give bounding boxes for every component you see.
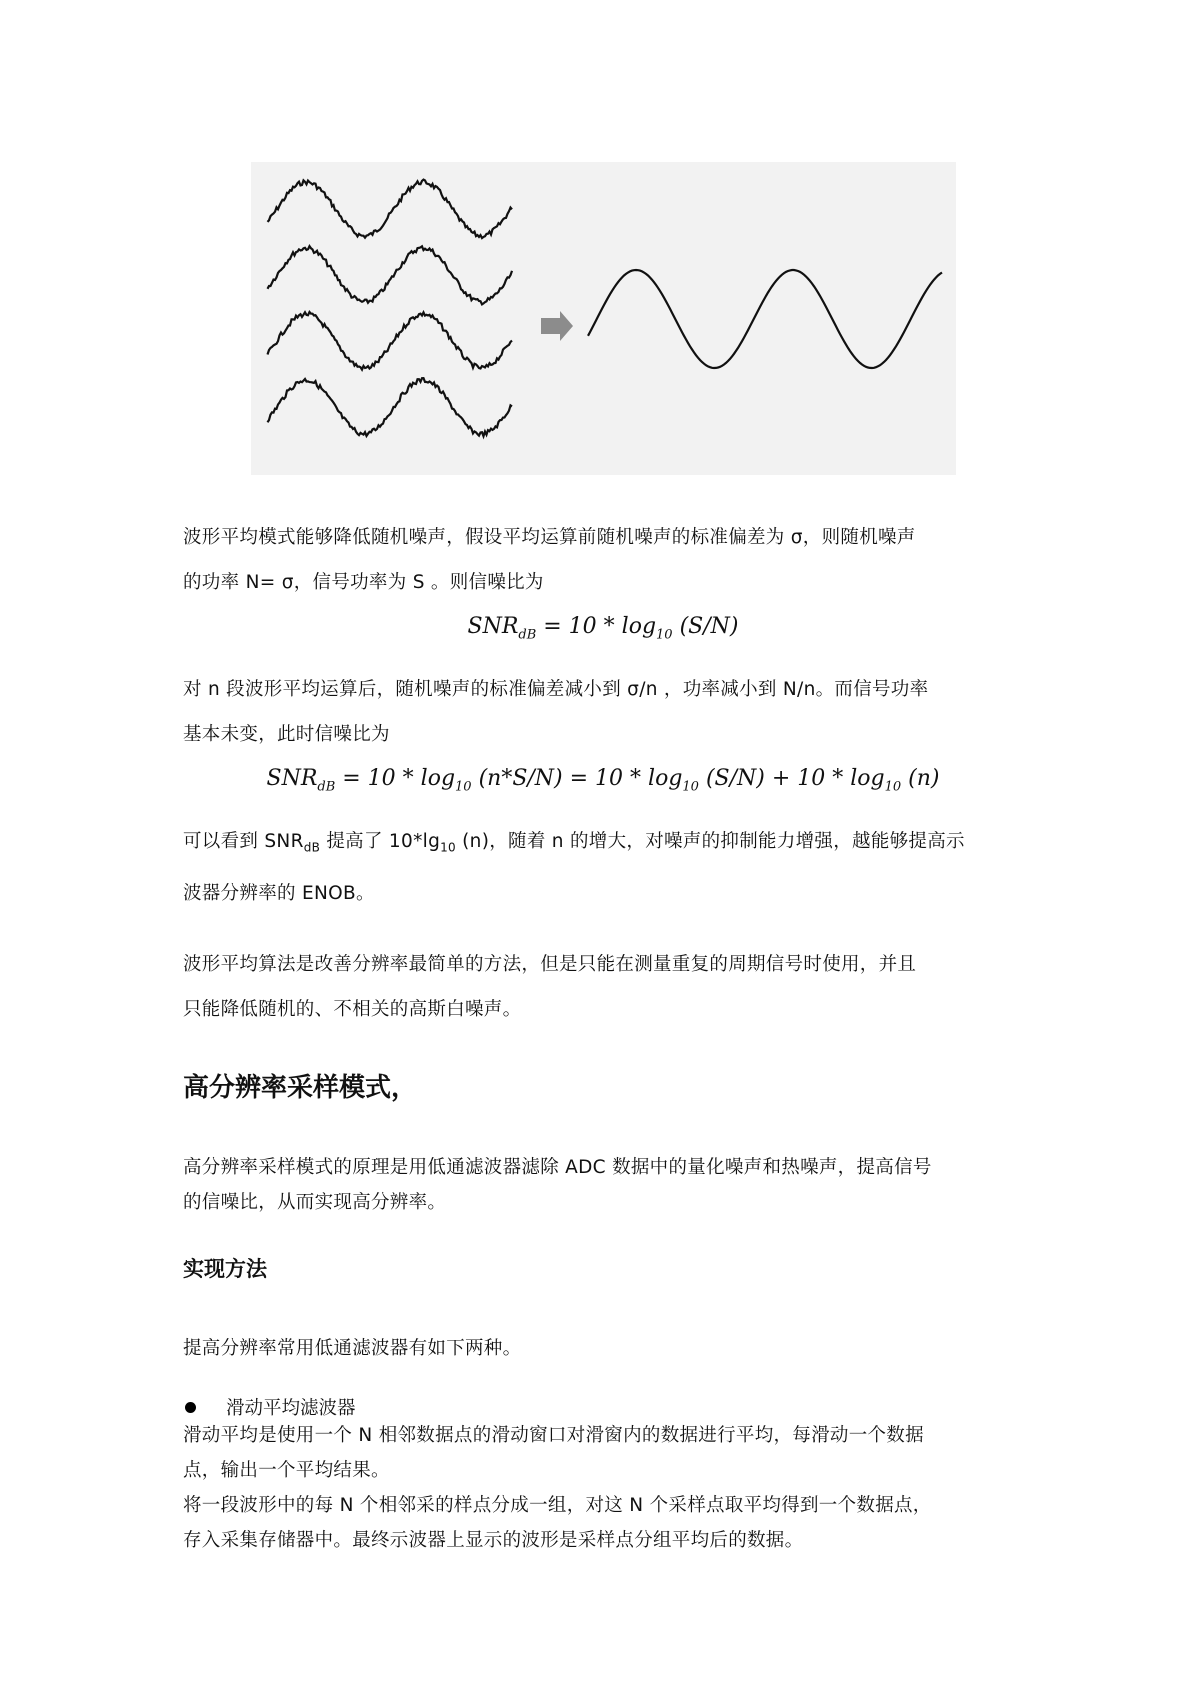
paragraph-line: 波器分辨率的 ENOB。 <box>183 882 375 904</box>
paragraph-line: 点，输出一个平均结果。 <box>183 1460 390 1481</box>
noisy-waveform-trace <box>268 180 513 239</box>
formula-term: = 10 * log <box>335 766 456 791</box>
bullet-icon <box>185 1402 196 1413</box>
paragraph-line: 存入采集存储器中。最终示波器上显示的波形是采样点分组平均后的数据。 <box>183 1530 804 1551</box>
paragraph-line: 只能降低随机的、不相关的高斯白噪声。 <box>183 999 522 1020</box>
paragraph-line: 的功率 N= σ，信号功率为 S 。则信噪比为 <box>183 572 544 593</box>
formula-subscript: dB <box>518 627 537 643</box>
subsection-heading-implementation: 实现方法 <box>183 1257 267 1281</box>
formula-term: SNR <box>467 614 519 639</box>
formula-term: SNR <box>266 766 318 791</box>
averaged-clean-waveform <box>588 270 942 368</box>
formula-term: (n*S/N) = 10 * log <box>471 766 683 791</box>
noisy-waveform-trace <box>268 246 513 304</box>
paragraph-averaging-limits <box>183 942 1023 1032</box>
formula-subscript: 10 <box>884 779 902 795</box>
noisy-waveforms <box>268 180 513 437</box>
bullet-label: 滑动平均滤波器 <box>226 1398 356 1419</box>
paragraph-moving-average <box>183 1418 1023 1558</box>
formula-subscript: 10 <box>656 627 673 643</box>
waveform-averaging-illustration <box>251 162 956 475</box>
paragraph-snr-improvement <box>183 819 1023 916</box>
paragraph-averaging-intro <box>183 515 1023 605</box>
formula-snr-averaged <box>183 766 1023 794</box>
paragraph-line <box>183 819 1023 871</box>
formula-term: (S/N) <box>672 614 739 639</box>
formula-term: = 10 * log <box>536 614 657 639</box>
formula-subscript: 10 <box>455 779 472 795</box>
bullet-item-moving-average <box>183 1394 356 1420</box>
paragraph-line: 将一段波形中的每 N 个相邻采的样点分成一组，对这 N 个采样点取平均得到一个数据点， <box>183 1495 932 1516</box>
paragraph-line: 基本未变，此时信噪比为 <box>183 724 390 745</box>
formula-snr-basic <box>183 614 1023 642</box>
right-arrow-icon <box>541 311 573 341</box>
section-heading-high-resolution: 高分辨率采样模式， <box>183 1073 418 1103</box>
text-subscript: dB <box>303 840 321 855</box>
paragraph-line: 滑动平均是使用一个 N 相邻数据点的滑动窗口对滑窗内的数据进行平均，每滑动一个数据 <box>183 1425 924 1446</box>
paragraph-line: 波形平均算法是改善分辨率最简单的方法，但是只能在测量重复的周期信号时使用，并且 <box>183 954 917 975</box>
text-span: 提高了 10*lg <box>320 831 441 852</box>
formula-term: (S/N) + 10 * log <box>698 766 885 791</box>
formula-subscript: dB <box>317 779 336 795</box>
paragraph-line: 的信噪比，从而实现高分辨率。 <box>183 1192 447 1213</box>
paragraph-line: 高分辨率采样模式的原理是用低通滤波器滤除 ADC 数据中的量化噪声和热噪声，提高信号 <box>183 1157 932 1178</box>
formula-term: (n) <box>901 766 940 791</box>
paragraph-filter-types: 提高分辨率常用低通滤波器有如下两种。 <box>183 1338 522 1359</box>
noisy-waveform-trace <box>268 378 513 436</box>
text-span: 可以看到 SNR <box>183 831 304 852</box>
paragraph-line: 波形平均模式能够降低随机噪声，假设平均运算前随机噪声的标准偏差为 σ，则随机噪声 <box>183 527 916 548</box>
waveform-averaging-figure <box>251 162 956 475</box>
formula-subscript: 10 <box>682 779 699 795</box>
paragraph-line: 对 n 段波形平均运算后，随机噪声的标准偏差减小到 σ/n ，功率减小到 N/n。而信号功率 <box>183 679 929 700</box>
text-subscript: 10 <box>440 840 456 855</box>
text-span: (n)，随着 n 的增大，对噪声的抑制能力增强，越能够提高示 <box>455 831 965 852</box>
paragraph-averaging-effect <box>183 667 1023 757</box>
paragraph-high-resolution-principle <box>183 1150 1023 1220</box>
noisy-waveform-trace <box>268 312 513 370</box>
